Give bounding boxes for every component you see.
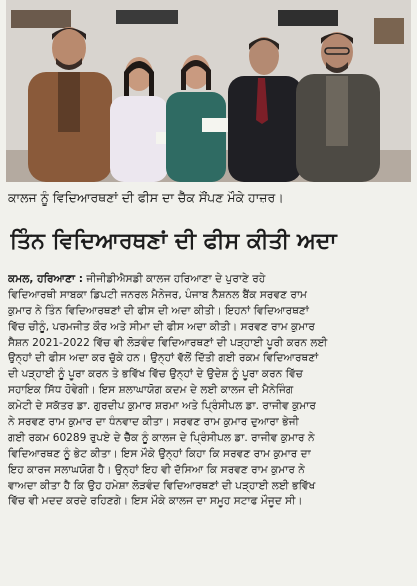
article-line: ਵਿਦਿਆਰਥੀ ਸਾਬਕਾ ਡਿਪਟੀ ਜਨਰਲ ਮੈਨੇਜਰ, ਪੰਜਾਬ ਨੈਸ਼ਨਲ ਬੈਂਕ ਸਰਵਣ ਰਾਮ [8,288,307,301]
article-line: ਗਈ ਰਕਮ 60289 ਰੁਪਏ ਦੇ ਚੈੱਕ ਨੂੰ ਕਾਲਜ ਦੇ ਪ੍ਰਿੰਸੀਪਲ ਡਾ. ਰਾਜੀਵ ਕੁਮਾਰ ਨੇ [8,431,315,444]
wall-frame [11,10,71,28]
article-line: ਨੇ ਸਰਵਣ ਰਾਮ ਕੁਮਾਰ ਦਾ ਧੰਨਵਾਦ ਕੀਤਾ। ਸਰਵਣ ਰਾਮ ਕੁਮਾਰ ਦੁਆਰਾ ਭੇਜੀ [8,416,299,429]
wall-frame [116,10,178,24]
group-photo [6,0,411,182]
wall-frame [278,10,338,26]
article-line: ਵਿੱਚ ਵੀ ਮਦਦ ਕਰਦੇ ਰਹਿਣਗੇ। ਇਸ ਮੌਕੇ ਕਾਲਜ ਦਾ ਸਮੂਹ ਸਟਾਫ ਮੌਜੂਦ ਸੀ। [8,495,303,508]
article-line: ਕਮੇਟੀ ਦੇ ਸਕੱਤਰ ਡਾ. ਗੁਰਦੀਪ ਕੁਮਾਰ ਸ਼ਰਮਾ ਅਤੇ ਪ੍ਰਿੰਸੀਪਲ ਡਾ. ਰਾਜੀਵ ਕੁਮਾਰ [8,400,316,413]
article-line: ਸਹਾਇਕ ਸਿੱਧ ਹੋਵੇਗੀ। ਇਸ ਸ਼ਲਾਘਾਯੋਗ ਕਦਮ ਦੇ ਲਈ ਕਾਲਜ ਦੀ ਮੈਨੇਜਿੰਗ [8,384,294,397]
article-headline: ਤਿੰਨ ਵਿਦਿਆਰਥਣਾਂ ਦੀ ਫੀਸ ਕੀਤੀ ਅਦਾ [10,229,337,254]
article-line: ਇਹ ਕਾਰਜ ਸਲਾਘਯੋਗ ਹੈ। ਉਨ੍ਹਾਂ ਇਹ ਵੀ ਦੱਸਿਆ ਕਿ ਸਰਵਣ ਰਾਮ ਕੁਮਾਰ ਨੇ [8,463,305,476]
article-line: ਉਨ੍ਹਾਂ ਦੀ ਫੀਸ ਅਦਾ ਕਰ ਚੁੱਕੇ ਹਨ। ਉਨ੍ਹਾਂ ਵੱਲੋਂ ਦਿੱਤੀ ਗਈ ਰਕਮ ਵਿਦਿਆਰਥਣਾਂ [8,352,319,365]
photo-caption: ਕਾਲਜ ਨੂੰ ਵਿਦਿਆਰਥਣਾਂ ਦੀ ਫੀਸ ਦਾ ਚੈੱਕ ਸੌਂਪਣ ਮੌਕੇ ਹਾਜ਼ਰ। [8,190,284,205]
article-line: ਕੁਮਾਰ ਨੇ ਤਿੰਨ ਵਿਦਿਆਰਥਣਾਂ ਦੀ ਫੀਸ ਦੀ ਅਦਾ ਕੀਤੀ। ਇਹਨਾਂ ਵਿਦਿਆਰਥਣਾਂ [8,304,309,317]
article-line: ਵਾਅਦਾ ਕੀਤਾ ਹੈ ਕਿ ਉਹ ਹਮੇਸ਼ਾ ਲੋੜਵੰਦ ਵਿਦਿਆਰਥਣਾਂ ਦੀ ਪੜ੍ਹਾਈ ਲਈ ਭਵਿੱਖ [8,479,316,492]
cheque [202,118,230,132]
article-body [8,272,409,510]
article-dateline: ਕਮਲ, ਹਰਿਆਣਾ : [8,273,83,285]
article-line [8,272,409,288]
article-line: ਵਿੱਚ ਚੀਨੂੰ, ਪਰਮਜੀਤ ਕੌਰ ਅਤੇ ਸੀਮਾ ਦੀ ਫੀਸ ਅਦਾ ਕੀਤੀ। ਸਰਵਣ ਰਾਮ ਕੁਮਾਰ [8,320,315,333]
article-line-text: ਜੀਜੀਡੀਐਸਡੀ ਕਾਲਜ ਹਰਿਆਣਾ ਦੇ ਪੁਰਾਣੇ ਰਹੇ [86,273,266,285]
article-line: ਦੀ ਪੜ੍ਹਾਈ ਨੂੰ ਪੂਰਾ ਕਰਨ ਤੇ ਭਵਿੱਖ ਵਿੱਚ ਉਨ੍ਹਾਂ ਦੇ ਉਦੇਸ਼ ਨੂੰ ਪੂਰਾ ਕਰਨ ਵਿੱਚ [8,368,303,381]
wall-frame [374,18,404,44]
article-line: ਸੈਸ਼ਨ 2021-2022 ਵਿੱਚ ਵੀ ਲੋੜਵੰਦ ਵਿਦਿਆਰਥਣਾਂ ਦੀ ਪੜ੍ਹਾਈ ਪੂਰੀ ਕਰਨ ਲਈ [8,336,328,349]
photo-illustration [6,0,411,182]
article-line: ਵਿਦਿਆਰਥਣ ਨੂੰ ਭੇਟ ਕੀਤਾ। ਇਸ ਮੌਕੇ ਉਨ੍ਹਾਂ ਕਿਹਾ ਕਿ ਸਰਵਣ ਰਾਮ ਕੁਮਾਰ ਦਾ [8,447,311,460]
